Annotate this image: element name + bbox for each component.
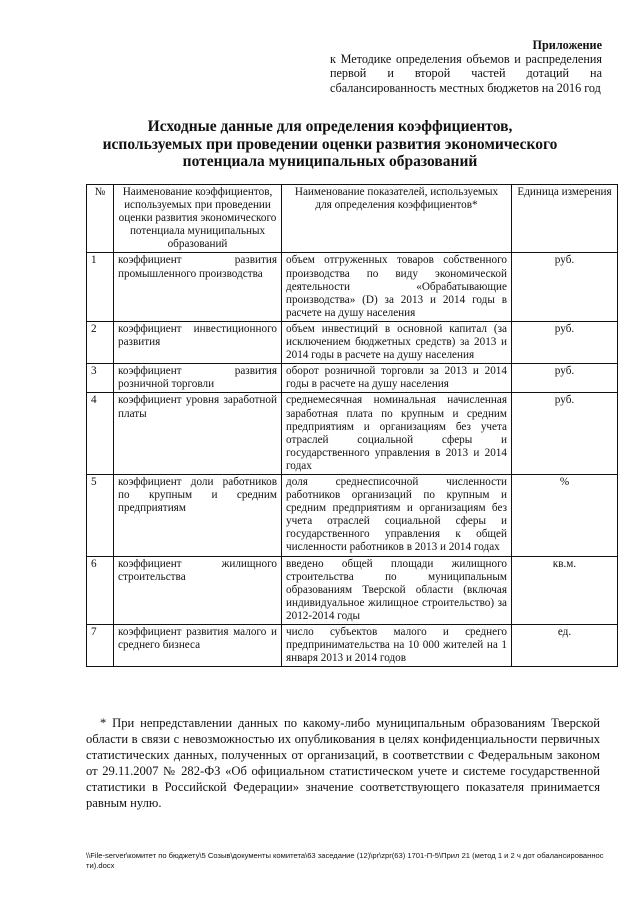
row-indicator: среднемесячная номинальная начисленная заработная плата по крупным и средним предприятиям и организациям без учета отраслей социальной сферы и государственного управления в 2013 и 2014 годах — [282, 393, 512, 475]
row-coefficient: коэффициент развития промышленного производства — [114, 253, 282, 321]
row-num: 3 — [87, 364, 114, 393]
table-row — [87, 364, 618, 393]
row-unit: руб. — [512, 364, 618, 393]
row-coefficient: коэффициент доли работников по крупным и средним предприятиям — [114, 474, 282, 556]
appendix-block — [330, 38, 602, 95]
row-indicator: оборот розничной торговли за 2013 и 2014 годы в расчете на душу населения — [282, 364, 512, 393]
row-unit: ед. — [512, 625, 618, 667]
title-line-1: Исходные данные для определения коэффициентов, — [147, 118, 513, 135]
coefficients-table — [86, 184, 618, 667]
row-indicator: число субъектов малого и среднего предпринимательства на 10 000 жителей на 1 января 2013 и 2014 годов — [282, 625, 512, 667]
table-row — [87, 393, 618, 475]
row-coefficient: коэффициент инвестиционного развития — [114, 321, 282, 363]
appendix-heading: Приложение — [532, 38, 602, 52]
title-line-2: используемых при проведении оценки развития экономического — [102, 135, 558, 153]
row-num: 4 — [87, 393, 114, 475]
table-header-row — [87, 185, 618, 253]
row-indicator: введено общей площади жилищного строительства по муниципальным образованиям Тверской области (включая индивидуальное жилищное строительство) за 2012-2014 годы — [282, 556, 512, 624]
row-indicator: доля среднесписочной численности работников организаций по крупным и средним предприятиям и организациям без учета отраслей социальной сферы и государственного управления к общей численности работников в 2013 и 2014 годах — [282, 474, 512, 556]
row-indicator: объем отгруженных товаров собственного производства по виду экономической деятельности «Обрабатывающие производства» (D) за 2013 и 2014 годы в расчете на душу населения — [282, 253, 512, 321]
row-coefficient: коэффициент уровня заработной платы — [114, 393, 282, 475]
row-coefficient: коэффициент жилищного строительства — [114, 556, 282, 624]
table-row — [87, 625, 618, 667]
row-coefficient: коэффициент развития розничной торговли — [114, 364, 282, 393]
header-num: № — [87, 185, 114, 253]
row-indicator: объем инвестиций в основной капитал (за исключением бюджетных средств) за 2013 и 2014 годы в расчете на душу населения — [282, 321, 512, 363]
row-unit: руб. — [512, 253, 618, 321]
row-num: 1 — [87, 253, 114, 321]
row-unit: % — [512, 474, 618, 556]
row-unit: руб. — [512, 393, 618, 475]
table-row — [87, 253, 618, 321]
header-indicator-name: Наименование показателей, используемых для определения коэффициентов* — [282, 185, 512, 253]
table-row — [87, 474, 618, 556]
appendix-text: к Методике определения объемов и распределения первой и второй частей дотаций на сбалансированность местных бюджетов на 2016 год — [330, 52, 602, 95]
header-coefficient-name: Наименование коэффициентов, используемых при проведении оценки развития экономического потенциала муниципальных образований — [114, 185, 282, 253]
row-num: 5 — [87, 474, 114, 556]
table-row — [87, 321, 618, 363]
header-unit: Единица измерения — [512, 185, 618, 253]
row-num: 2 — [87, 321, 114, 363]
row-coefficient: коэффициент развития малого и среднего бизнеса — [114, 625, 282, 667]
document-title — [70, 118, 590, 171]
row-unit: кв.м. — [512, 556, 618, 624]
row-unit: руб. — [512, 321, 618, 363]
file-path: \\File-server\комитет по бюджету\5 Созыв\документы комитета\63 заседание (12)\pr\zpr(63) 1701-П-5\Прил 21 (метод 1 и 2 ч дот обалансированности).docx — [86, 851, 604, 870]
table-row — [87, 556, 618, 624]
row-num: 6 — [87, 556, 114, 624]
row-num: 7 — [87, 625, 114, 667]
footnote: * При непредставлении данных по какому-либо муниципальным образованиям Тверской области в связи с невозможностью их опубликования в целях конфиденциальности первичных статистических данных, полученных от организаций, в соответствии с Федеральным законом от 29.11.2007 № 282-ФЗ «Об официальном статистическом учете и системе государственной статистики в Российской Федерации» значение соответствующего показателя принимается равным нулю. — [86, 716, 600, 810]
title-line-3: потенциала муниципальных образований — [182, 153, 478, 170]
